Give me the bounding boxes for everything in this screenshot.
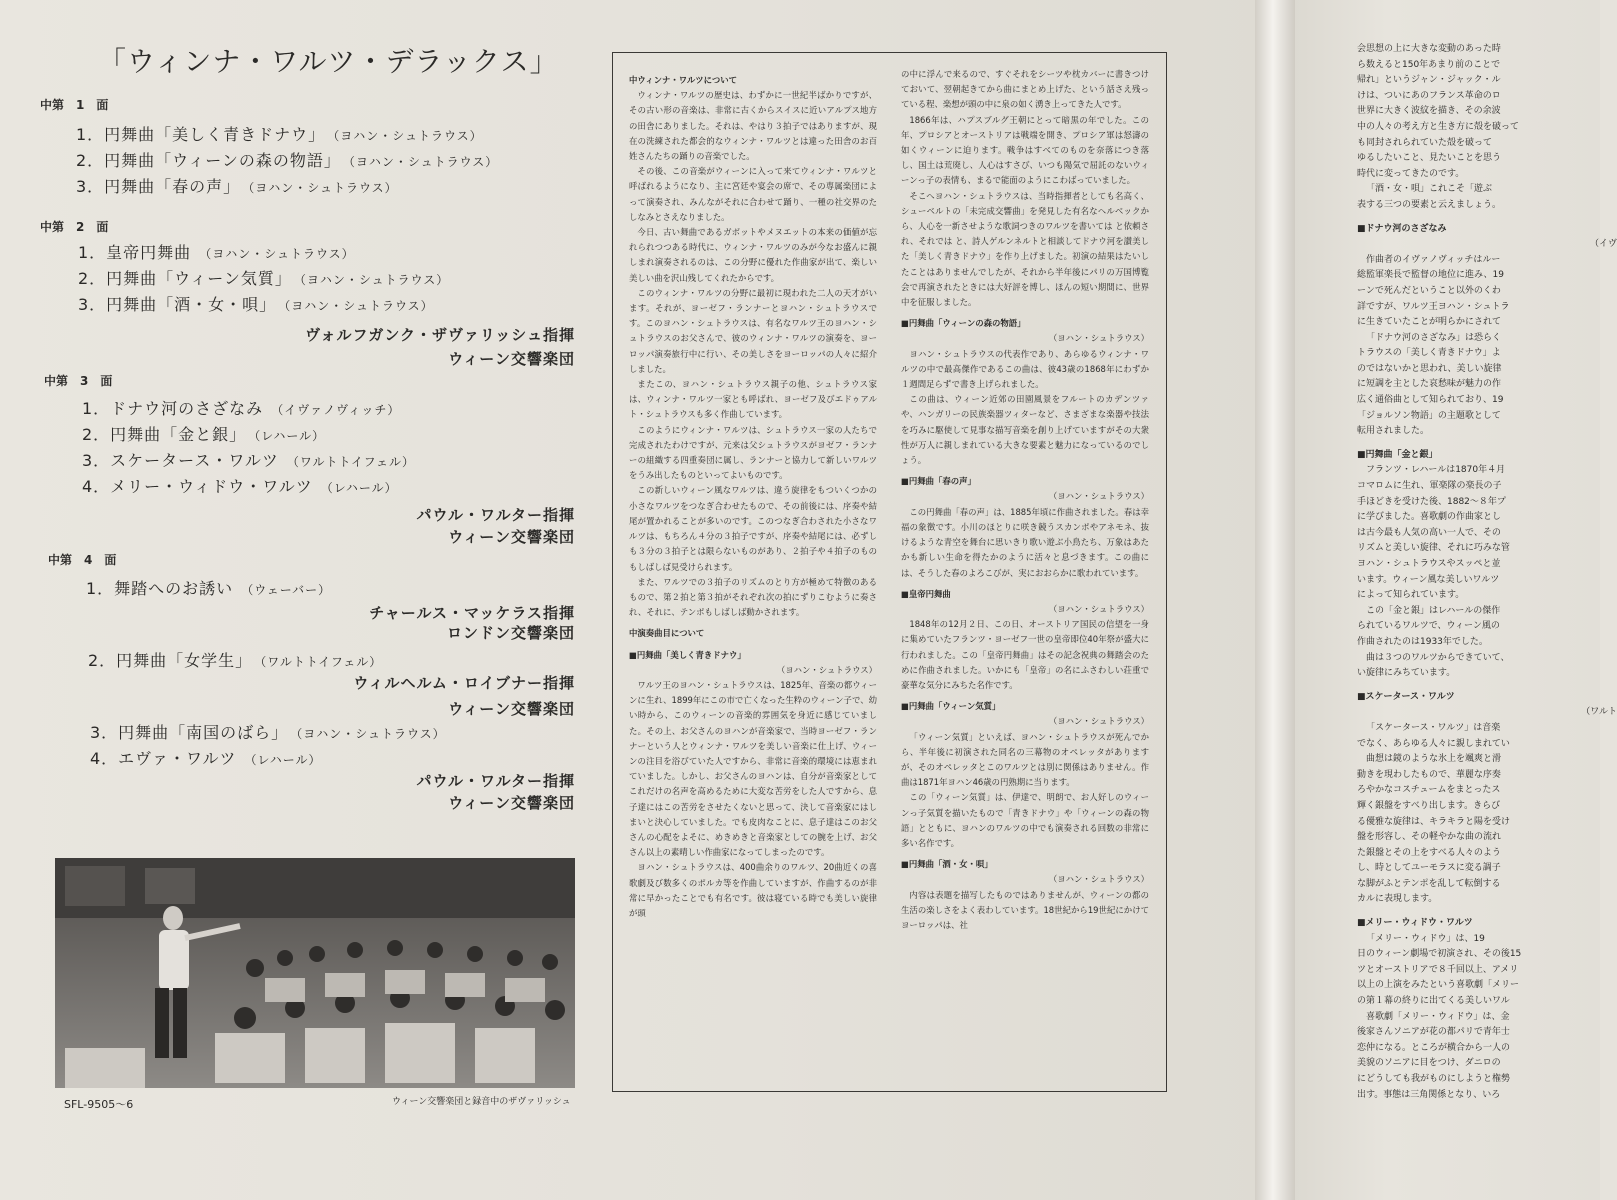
orchestra-credit: ウィーン交響楽団 (448, 350, 575, 368)
track-list-item (76, 122, 483, 145)
notes-paragraph: ウィンナ・ワルツの歴史は、わずかに一世紀半ばかりですが、その古い形の音楽は、非常に古くからスイスに近いアルプス地方の田舎にありました。それは、やはり３拍子ではありますが、現在の洗練された都会的なウィンナ・ワルツとは違った田舎のお百姓さんたちの踊りの音楽でした。 (629, 90, 877, 162)
notes-paragraph: 「スケータース・ワルツ」は音楽 (1366, 722, 1501, 733)
side-3-heading: 中第 3 面 (44, 374, 113, 388)
track-title: 3．円舞曲「酒・女・唄」 (78, 295, 277, 314)
liner-notes-column-right (901, 67, 1149, 1077)
notes-paragraph: に短調を主とした哀愁味が魅力の作 (1357, 379, 1502, 390)
notes-paragraph: 「ジョルソン物語」の主題歌として (1357, 410, 1501, 421)
track-composer: （レハール） (244, 753, 322, 767)
notes-paragraph: この「ウィーン気質」は、伊達で、明朗で、お人好しのウィーンっ子気質を描いたもので「青きドナウ」や「ウィーンの森の物語」とともに、ヨハンのワルツの中でも演奏される回数の非常に多い名作です。 (901, 792, 1149, 848)
orchestra-recording-photo (55, 858, 575, 1088)
notes-heading: ■円舞曲「春の声」 (901, 476, 976, 487)
notes-paragraph: この円舞曲「春の声」は、1885年頃に作曲されました。春は幸福の象徴です。小川のほとりに咲き競うスカンポやアネモネ、抜けるような青空を舞台に思いきり歌い遊ぶ小鳥たち、万象はあたかも新しい生命を得たかのように活々と息づきます。この曲には、そうした春のよろこびが、実におおらかに歌われています。 (901, 506, 1149, 578)
notes-paragraph: し、時としてユーモラスに変る調子 (1357, 863, 1501, 874)
notes-paragraph: この「金と銀」はレハールの傑作 (1366, 605, 1501, 616)
track-list-item (78, 292, 434, 315)
notes-paragraph: に学びました。喜歌劇の作曲家とし (1357, 512, 1502, 523)
notes-paragraph: 会思想の上に大きな変動のあった時 (1357, 44, 1501, 54)
notes-paragraph: 転用されました。 (1357, 426, 1430, 437)
notes-heading: ■円舞曲「酒・女・唄」 (901, 859, 993, 870)
track-title: 3．スケータース・ワルツ (82, 451, 279, 470)
track-composer: （レハール） (320, 481, 398, 495)
track-composer: （レハール） (254, 429, 326, 443)
notes-heading: ■スケータース・ワルツ (1357, 691, 1455, 702)
track-title: 1．ドナウ河のさざなみ (82, 399, 264, 418)
side-1-heading: 中第 1 面 (40, 98, 109, 112)
track-list-item (76, 174, 398, 197)
notes-paragraph: の中に浮んで来るので、すぐそれをシーツや枕カバーに書きつけておいて、翌朝起きてから曲にまとめ上げた、という話さえ残っている程、楽想が頭の中に泉の如く湧き上ってきた人です。 (901, 69, 1149, 110)
orchestra-credit: ロンドン交響楽団 (446, 624, 575, 642)
track-list-item (78, 266, 449, 289)
track-list-item (78, 240, 355, 263)
liner-notes-box (612, 52, 1167, 1092)
notes-paragraph: 恋仲になる。ところが横合から一人の (1357, 1042, 1511, 1053)
notes-paragraph: また、ワルツでの３拍子のリズムのとり方が極めて特徴のあるもので、第２拍と第３拍がそれぞれ次の拍にずりこむように奏され、それに、テンポもしばしば動かされます。 (629, 576, 877, 618)
track-list-item (86, 576, 331, 599)
notes-heading: ■円舞曲「美しく青きドナウ」 (629, 649, 746, 660)
track-list-item (90, 746, 321, 769)
notes-paragraph: 表する三つの要素と云えましょう。 (1357, 199, 1502, 210)
orchestra-credit: ウィーン交響楽団 (448, 528, 575, 546)
notes-paragraph: 総監軍楽長で監督の地位に進み、19 (1357, 270, 1504, 281)
notes-paragraph: ヨハン・シュトラウスは、400曲余りのワルツ、20曲近くの喜歌劇及び数多くのポルカ等を作曲していますが、作曲するのが非常に早かったことでも有名です。彼は寝ている時でも美しい旋律が頭 (629, 862, 877, 918)
notes-paragraph: 広く通俗曲として知られており、19 (1357, 395, 1504, 406)
notes-paragraph: ろやかなコスチュームをまとったス (1357, 785, 1501, 796)
notes-paragraph: ーンで死んだということ以外のくわ (1357, 285, 1501, 296)
conductor-credit: チャールス・マッケラス指揮 (369, 604, 575, 622)
notes-paragraph: 「ドナウ河のさざなみ」は恐らく (1366, 332, 1502, 343)
notes-heading: ■メリー・ウィドウ・ワルツ (1357, 918, 1473, 929)
notes-paragraph: のではないかと思われ、美しい旋律 (1357, 363, 1502, 374)
track-list-item (82, 474, 398, 497)
liner-notes-column-left (629, 67, 877, 1077)
track-title: 3．円舞曲「春の声」 (76, 177, 241, 196)
notes-paragraph: 作曲されたのは1933年でした。 (1357, 636, 1488, 647)
track-title: 3．円舞曲「南国のばら」 (90, 723, 289, 742)
notes-paragraph: 出す。事態は三角関係となり、いろ (1357, 1089, 1501, 1100)
track-title: 1．皇帝円舞曲 (78, 243, 192, 262)
notes-paragraph: ゆるしたいこと、見たいことを思う (1357, 153, 1502, 164)
notes-paragraph: 盤を形容し、その軽やかな曲の流れ (1357, 832, 1502, 843)
notes-heading: 中演奏曲目について (629, 628, 705, 639)
notes-paragraph: その後、この音楽がウィーンに入って来てウィンナ・ワルツと呼ばれるようになり、主に宮廷や宴会の席で、その専属楽団によって演奏され、みんながそれに合わせて踊り、一種の社交界のたしなみとさえなりました。 (629, 166, 877, 222)
notes-paragraph: この新しいウィーン風なワルツは、違う旋律をもついくつかの小さなワルツをつなぎ合わせたもので、その前後には、序奏や結尾が置かれることが多いのです。このつなぎ合わされた小さなワルツは、もちろん４分の３拍子ですが、序奏や結尾には、必ずしも３分の３拍子とは限らないものがあり、２拍子や４拍子のものもしばしば見受けられます。 (629, 485, 877, 572)
jacket-right-page (1295, 0, 1617, 1200)
notes-paragraph: 帰れ」というジャン・ジャック・ル (1357, 75, 1501, 86)
notes-paragraph: コマロムに生れ、軍楽隊の楽長の子 (1357, 481, 1502, 492)
notes-composer-credit: （ヨハン・シュトラウス） (1048, 874, 1149, 885)
photo-caption: ウィーン交響楽団と録音中のザヴァリッシュ (392, 1097, 571, 1107)
track-composer: （ワルトトイフェル） (260, 655, 383, 669)
track-title: 4．エヴァ・ワルツ (90, 749, 237, 768)
track-list-item (82, 396, 400, 419)
track-composer: （ヨハン・シュトラウス） (199, 247, 355, 261)
notes-composer-credit: （ヨハン・シュトラウス） (1048, 603, 1149, 614)
notes-paragraph: 手ほどきを受けた後、1882～８年プ (1357, 496, 1506, 507)
album-title: 「ウィンナ・ワルツ・デラックス」 (98, 45, 559, 78)
track-composer: （ヨハン・シュトラウス） (284, 299, 434, 313)
notes-paragraph: に生きていたことが明らかにされて (1357, 317, 1502, 328)
notes-paragraph: リズムと美しい旋律、それに巧みな管 (1357, 543, 1510, 554)
track-title: 2．円舞曲「ウィーン気質」 (78, 269, 292, 288)
orchestra-credit: ウィーン交響楽団 (448, 794, 575, 812)
notes-paragraph: の第１幕の終りに出てくる美しいワル (1357, 996, 1510, 1007)
notes-paragraph: にどうしても我がものにしようと権勢 (1357, 1074, 1511, 1084)
notes-paragraph: 今日、古い舞曲であるガボットやメヌエットの本来の価値が忘れられつつある時代に、ウィンナ・ワルツのみが今なお盛んに親しまれ演奏されるのは、この分野に優れた作曲家が出て、楽しい美しい曲を沢山残してくれたからです。 (629, 227, 877, 283)
track-title: 4．メリー・ウィドウ・ワルツ (82, 477, 313, 496)
notes-composer-credit: （イヴ (1589, 239, 1617, 250)
notes-paragraph: トラウスの「美しく青きドナウ」よ (1357, 348, 1501, 359)
notes-paragraph: この曲は、ウィーン近郊の田園風景をフルートのカデンツァや、ハンガリーの民族楽器ツィターなど、さまざまな楽器や技法を巧みに駆使して見事な描写音楽を創り上げていますがその大衆性が万人に親しまれている大きな要素と魅力になっているのでしょう。 (901, 394, 1149, 466)
track-title: 1．円舞曲「美しく青きドナウ」 (76, 125, 326, 144)
conductor-credit: ウィルヘルム・ロイブナー指揮 (353, 674, 575, 692)
notes-paragraph: 動きを現わしたもので、華麗な序奏 (1357, 769, 1501, 780)
notes-paragraph: そこへヨハン・シュトラウスは、当時指揮者としても名高く、シューベルトの「未完成交響曲」を発見した有名なヘルベックから、人心を一新させような歌詞つきのワルツを書いては と依頼され、それでは と、詩人ゲルンネルトと相談してドナウ河を讃美した「美しく青きドナウ」を作り上げました。初演の結果はたいしたことはありませんでしたが、それから半年後にパリの万国博覧会で再演されたときには大好評を博し、ほんの短い期間に、世界中を征服しました。 (901, 190, 1149, 308)
notes-heading: ■円舞曲「金と銀」 (1357, 449, 1438, 460)
notes-paragraph: ツとオーストリアで８千回以上、アメリ (1357, 964, 1519, 975)
notes-paragraph: 時代に変ってきたのです。 (1357, 168, 1465, 179)
notes-heading: 中ウィンナ・ワルツについて (629, 75, 737, 85)
notes-paragraph: でなく、あらゆる人々に親しまれてい (1357, 738, 1510, 749)
notes-paragraph: 1866年は、ハプスブルグ王朝にとって暗黒の年でした。この年、プロシアとオーストリアは戦端を開き、プロシア軍は怒濤の如くウィーンに迫ります。戦争はすべてのものを奈落につき落し、国土は荒廃し、人心はすさび、いつも陽気で屈託のないウィーンっ子の表情も、まるで能面のようにこわばっていました。 (901, 114, 1149, 186)
track-composer: （ヨハン・シュトラウス） (333, 129, 483, 143)
notes-paragraph: またこの、ヨハン・シュトラウス親子の他、シュトラウス家は、ウィンナ・ワルツ一家とも呼ばれ、ヨーゼフ及びエドゥアルト・シュトラウスも多く作曲しています。 (629, 379, 877, 420)
notes-paragraph: る優雅な旋律は、キラキラと陽を受け (1357, 816, 1511, 827)
notes-paragraph: は古今最も人気の高い一人で、その (1357, 527, 1501, 538)
side-4-heading: 中第 4 面 (48, 553, 117, 567)
notes-paragraph: フランツ・レハールは1870年４月 (1366, 465, 1506, 476)
conductor-credit: パウル・ワルター指揮 (416, 772, 575, 790)
notes-paragraph: カルに表現します。 (1357, 894, 1438, 905)
notes-composer-credit: （ヨハン・シュトラウス） (1048, 333, 1149, 344)
track-list-item (90, 720, 446, 743)
notes-paragraph: います。ウィーン風な美しいワルツ (1357, 574, 1500, 585)
notes-composer-credit: （ヨハン・シュトラウス） (1048, 716, 1149, 727)
notes-paragraph: 喜歌劇「メリー・ウィドウ」は、金 (1366, 1011, 1510, 1022)
track-title: 1．舞踏へのお誘い (86, 579, 234, 598)
notes-composer-credit: （ヨハン・シュトラウス） (776, 664, 877, 675)
notes-paragraph: 後家さんソニアが花の都パリで青年士 (1357, 1027, 1510, 1038)
notes-paragraph: ワルツ王のヨハン・シュトラウスは、1825年、音楽の都ウィーンに生れ、1899年にこの市で亡くなった生粋のウィーン子で、幼い時から、このウィーンの音楽的雰囲気を身近に感じていました。その上、お父さんのヨハンが音楽家で、当時ヨーゼフ・ランナーという人とウィンナ・ワルツを美しい音楽に仕上げ、ウィーンの注目を浴びていた人ですから、非常に音楽的環境には恵まれていました。しかし、お父さんのヨハンは、自分が音楽家としてこれだけの名声を高めるために大変な苦労をした人ですから、息子達にはこの苦労をさせたくないと思って、決して音楽家にはしまいと決心していました。でも皮肉なことに、息子達はこのお父さんの心配をよそに、めきめきと音楽家としての腕を上げ、お父さん以上の素晴しい作曲家になってしまったのです。 (629, 679, 877, 858)
notes-paragraph: い旋律にみちています。 (1357, 668, 1456, 679)
notes-paragraph: ヨハン・シュトラウスやスッペと並 (1357, 559, 1501, 569)
notes-paragraph: このようにウィンナ・ワルツは、シュトラウス一家の人たちで完成されたわけですが、元来は父シュトラウスがヨゼフ・ランナーの組織する四重奏団に属し、ランナーと協力して新しいワルツをうみ出したものといってよいものです。 (629, 424, 877, 481)
track-composer: （イヴァノヴィッチ） (271, 403, 401, 417)
notes-paragraph: 美貌のソニアに目をつけ、ダニロの (1357, 1058, 1501, 1069)
notes-paragraph: 内容は表題を描写したものではありませんが、ウィーンの都の生活の楽しさをよく表わしています。18世紀から19世紀にかけてヨーロッパは、社 (901, 889, 1149, 930)
notes-paragraph: 詳ですが、ワルツ王ヨハン・シュトラ (1357, 301, 1510, 312)
track-composer: （ウェーバー） (241, 583, 332, 597)
notes-paragraph: 作曲者のイヴァノヴィッチはルー (1366, 254, 1501, 265)
notes-paragraph: 「メリー・ウィドウ」は、19 (1366, 933, 1485, 944)
track-composer: （ヨハン・シュトラウス） (348, 155, 499, 169)
notes-heading: ■皇帝円舞曲 (901, 588, 951, 599)
track-composer: （ワルトトイフェル） (286, 455, 415, 469)
notes-paragraph: 「ウィーン気質」といえば、ヨハン・シュトラウスが死んでから、半年後に初演された同名の三幕物のオペレッタがありますが、そのオペレッタとこのワルツとは別に関係はありません。作曲は1871年ヨハン46歳の円熟期に当ります。 (901, 731, 1149, 788)
notes-paragraph: ら数えると150年あまり前のことで (1357, 59, 1501, 70)
conductor-credit: パウル・ワルター指揮 (416, 506, 575, 524)
notes-paragraph: 「酒・女・唄」これこそ「遊ぶ (1366, 184, 1493, 195)
notes-heading: ■円舞曲「ウィーン気質」 (901, 701, 1001, 712)
track-list-item (82, 448, 415, 471)
notes-heading: ■円舞曲「ウィーンの森の物語」 (901, 318, 1026, 329)
liner-notes-next-page-column (1357, 42, 1617, 1182)
notes-paragraph: た銀盤とその上をすべる人々のよう (1357, 847, 1501, 858)
conductor-credit: ヴォルフガンク・ザヴァリッシュ指揮 (305, 326, 575, 344)
notes-paragraph: 中の人々の考え方と生き方に殻を破って (1357, 121, 1520, 132)
track-list-item (82, 422, 325, 445)
notes-paragraph: このウィンナ・ワルツの分野に最初に現われた二人の天才がいます。それが、ヨーゼフ・ランナーとヨハン・シュトラウスです。このヨハン・シュトラウスは、有名なワルツ王のヨハン・シュトラウスのお父さんで、彼のウィンナ・ワルツの演奏を、ヨーロッパ演奏旅行中に行い、その美しさをヨーロッパの人々に紹介しました。 (629, 287, 877, 374)
notes-paragraph: 曲は３つのワルツからできていて、 (1366, 652, 1510, 663)
notes-paragraph: 日のウィーン劇場で初演され、その後15 (1357, 949, 1522, 960)
notes-paragraph: も同封されられていた殻を破って (1357, 137, 1493, 148)
notes-paragraph: 輝く銀盤をすべり出します。きらび (1357, 800, 1501, 811)
notes-paragraph: られているワルツで、ウィーン風の (1357, 621, 1500, 632)
track-composer: （ヨハン・シュトラウス） (299, 273, 450, 287)
track-title: 2．円舞曲「ウィーンの森の物語」 (76, 151, 341, 170)
gatefold-spine (1255, 0, 1295, 1200)
track-composer: （ヨハン・シュトラウス） (296, 727, 446, 741)
track-title: 2．円舞曲「女学生」 (88, 651, 253, 670)
notes-paragraph: 1848年の12月２日、この日、オーストリア国民の信望を一身に集めていたフランツ・ヨーゼフ一世の皇帝即位40年祭が盛大に行われました。この「皇帝円舞曲」はその記念祝典の舞踏会のために作曲されました。いかにも「皇帝」の名にふさわしい荘重で豪華な気分にみちた名作です。 (901, 619, 1149, 690)
track-list-item (76, 148, 498, 171)
track-composer: （ヨハン・シュトラウス） (248, 181, 398, 195)
notes-paragraph: 曲想は鏡のような氷上を颯爽と滑 (1366, 754, 1502, 765)
notes-heading: ■ドナウ河のさざなみ (1357, 223, 1447, 234)
side-2-heading: 中第 2 面 (40, 220, 109, 234)
notes-composer-credit: （ヨハン・シュトラウス） (1048, 491, 1149, 502)
notes-paragraph: ヨハン・シュトラウスの代表作であり、あらゆるウィンナ・ワルツの中で最高傑作であるこの曲は、彼43歳の1868年にわずか１週間足らずで書き上げられました。 (901, 348, 1149, 390)
notes-paragraph: 世界に大きく波紋を描き、その余波 (1357, 106, 1501, 117)
track-title: 2．円舞曲「金と銀」 (82, 425, 247, 444)
notes-composer-credit: （ワルト (1581, 707, 1617, 718)
catalog-number: SFL-9505～6 (64, 1098, 134, 1111)
notes-paragraph: な脚がふとテンポを乱して転倒する (1357, 878, 1501, 889)
track-list-item (88, 648, 382, 671)
notes-paragraph: けは、ついにあのフランス革命のロ (1357, 90, 1501, 101)
orchestra-credit: ウィーン交響楽団 (448, 700, 575, 718)
notes-paragraph: によって知られています。 (1357, 590, 1465, 601)
notes-paragraph: 以上の上演をみたという喜歌劇「メリー (1357, 980, 1520, 991)
